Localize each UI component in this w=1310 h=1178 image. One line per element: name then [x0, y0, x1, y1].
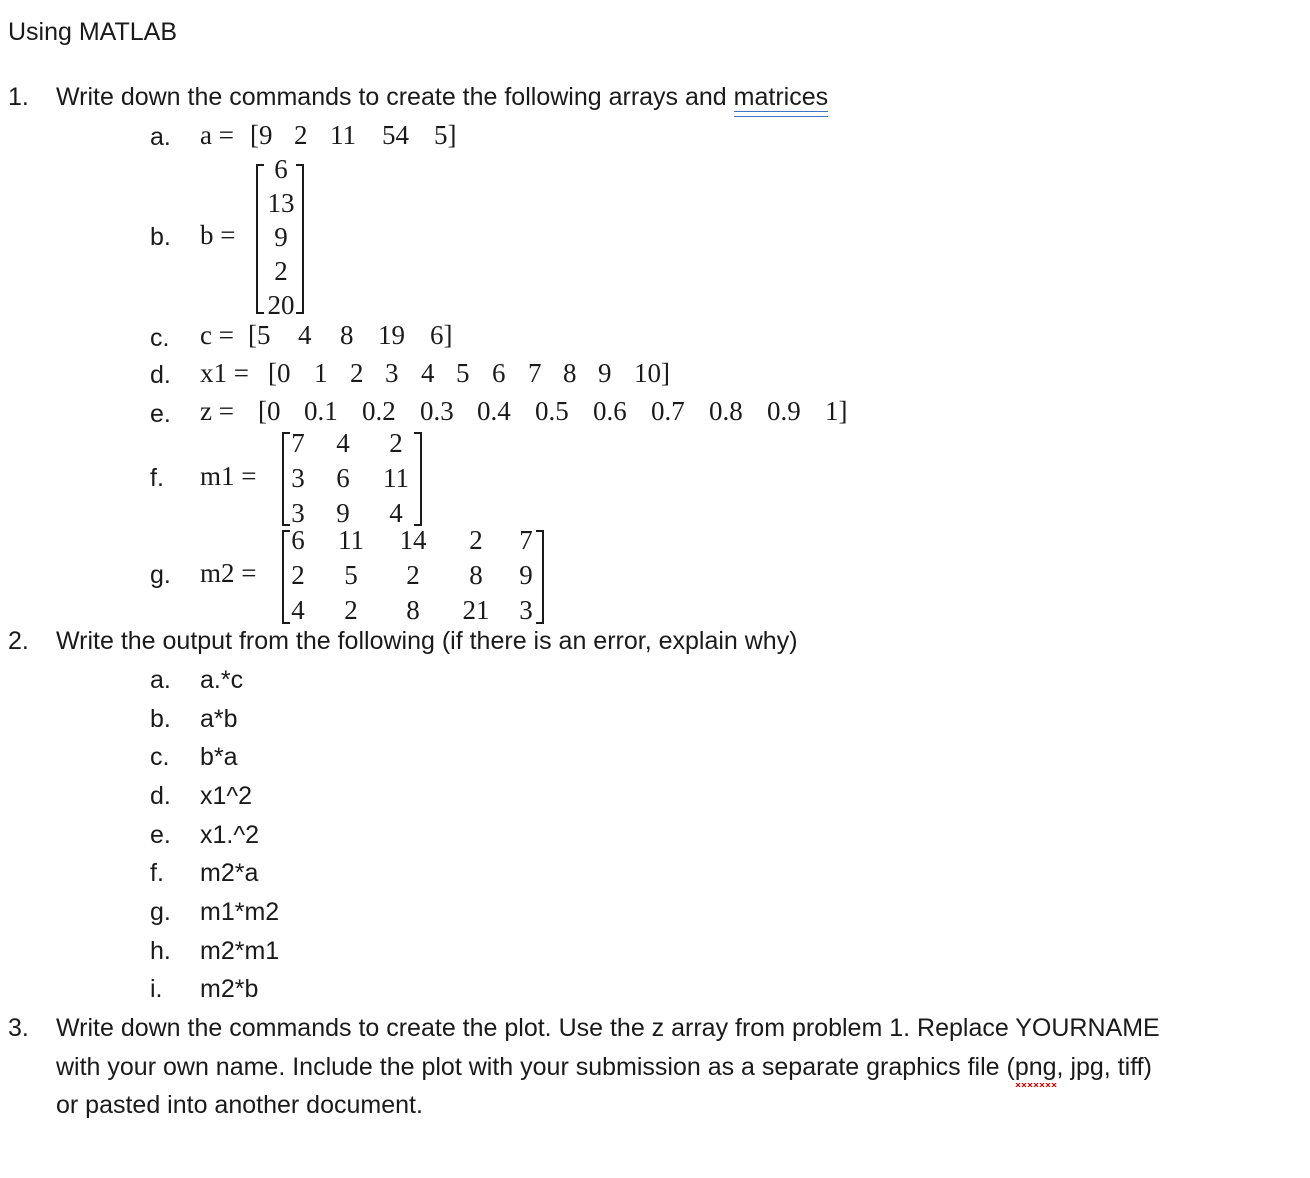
matrix-m2-cell: 4 [291, 595, 305, 625]
item-1d-v: 5 [456, 358, 470, 388]
item-1e-v: 0.1 [304, 396, 338, 426]
item-2h-letter: h. [150, 937, 171, 965]
item-1g-lhs: m2 = [200, 558, 257, 588]
item-1d-v: 10] [634, 358, 670, 388]
item-2b-expr: a*b [200, 705, 238, 733]
question-1-text-main: Write down the commands to create the following arrays and [56, 83, 734, 111]
matrix-m2-cell: 21 [462, 595, 490, 625]
item-1d-letter: d. [150, 361, 171, 389]
question-3-line-2 [56, 1055, 1152, 1080]
question-3-line-1: Write down the commands to create the plot. Use the z array from problem 1. Replace YOURNAME [56, 1014, 1160, 1042]
item-1e-v: 0.3 [420, 396, 454, 426]
item-1a-v1: 2 [294, 120, 308, 150]
item-1c-v2: 8 [340, 320, 354, 350]
matrix-m2-cell: 6 [291, 525, 305, 555]
item-1d-v: 3 [385, 358, 399, 388]
item-1e-v: 0.6 [593, 396, 627, 426]
matrix-m1-cell: 4 [336, 428, 350, 458]
item-1a-v3: 54 [382, 120, 409, 150]
item-2a-expr: a.*c [200, 666, 244, 694]
matrix-m2-cell: 8 [469, 560, 483, 590]
matrix-m1-cell: 6 [336, 463, 350, 493]
item-1d-v: 6 [492, 358, 506, 388]
matrix-m1-cell: 3 [291, 498, 305, 528]
matrix-m2-cell: 2 [406, 560, 420, 590]
vector-b-cell: 2 [274, 256, 288, 286]
item-1c-v4: 6] [430, 320, 453, 350]
matrix-m1-cell: 2 [389, 428, 403, 458]
question-2-number: 2. [8, 627, 29, 655]
matrix-m2-cell: 2 [344, 595, 358, 625]
item-1a-v4: 5] [434, 120, 457, 150]
item-1g-letter: g. [150, 561, 171, 589]
item-1e-v: [0 [258, 396, 281, 426]
item-1c-lhs: c = [200, 320, 234, 350]
item-1f-letter: f. [150, 464, 164, 492]
item-1a-v0: [9 [250, 120, 273, 150]
item-2e-expr: x1.^2 [200, 821, 259, 849]
matrix-m1-cell: 4 [389, 498, 403, 528]
item-1d-v: 9 [598, 358, 612, 388]
matrix-m1-cell: 9 [336, 498, 350, 528]
item-1e-v: 0.7 [651, 396, 685, 426]
item-2f-letter: f. [150, 859, 164, 887]
item-1c-v1: 4 [298, 320, 312, 350]
item-2f-expr: m2*a [200, 859, 259, 887]
item-2d-expr: x1^2 [200, 782, 253, 810]
question-3-line-2-start: with your own name. Include the plot with your submission as a separate graphics file ( [56, 1053, 1015, 1081]
item-1d-v: 7 [528, 358, 542, 388]
question-3-line-2-end: , jpg, tiff) [1056, 1053, 1152, 1081]
question-3-line-3: or pasted into another document. [56, 1091, 423, 1119]
matrix-m1-cell: 7 [291, 428, 305, 458]
item-1e-v: 0.4 [477, 396, 511, 426]
question-1-number: 1. [8, 83, 29, 111]
item-2i-letter: i. [150, 975, 163, 1003]
item-1c-v0: [5 [248, 320, 271, 350]
item-1d-lhs: x1 = [200, 358, 249, 388]
matrix-m2-cell: 5 [344, 560, 358, 590]
vector-b-cell: 20 [267, 290, 295, 320]
vector-b-cell: 9 [274, 222, 288, 252]
matrix-m2-cell: 3 [519, 595, 533, 625]
item-1d-v: 1 [314, 358, 328, 388]
item-1a-letter: a. [150, 123, 171, 151]
item-1e-v: 0.2 [362, 396, 396, 426]
item-1d-v: 2 [350, 358, 364, 388]
item-2i-expr: m2*b [200, 975, 259, 1003]
item-1f-lhs: m1 = [200, 461, 257, 491]
matrix-m2-cell: 11 [338, 525, 364, 555]
item-2d-letter: d. [150, 782, 171, 810]
item-1b-letter: b. [150, 223, 171, 251]
item-1e-v: 0.8 [709, 396, 743, 426]
matrix-m2-cell: 9 [519, 560, 533, 590]
matrix-m1-cell: 3 [291, 463, 305, 493]
matrix-m2-cell: 8 [406, 595, 420, 625]
item-2e-letter: e. [150, 821, 171, 849]
item-2g-expr: m1*m2 [200, 898, 280, 926]
matrix-m2-cell: 7 [519, 525, 533, 555]
vector-b-cell: 6 [274, 154, 288, 184]
item-1e-lhs: z = [200, 396, 234, 426]
item-2c-expr: b*a [200, 743, 238, 771]
item-1a-v2: 11 [330, 120, 356, 150]
item-1d-v: [0 [268, 358, 291, 388]
question-1-underlined-word: matrices [733, 83, 829, 111]
question-3-number: 3. [8, 1014, 29, 1042]
spellcheck-word: png [1014, 1053, 1057, 1081]
item-2c-letter: c. [150, 743, 170, 771]
item-1c-v3: 19 [378, 320, 405, 350]
matrix-m2-cell: 14 [399, 525, 427, 555]
vector-b-cell: 13 [267, 188, 295, 218]
item-1e-v: 1] [825, 396, 848, 426]
matrix-m1-cell: 11 [383, 463, 409, 493]
matrix-m2-cell: 2 [469, 525, 483, 555]
item-1b-lhs: b = [200, 220, 236, 250]
item-1d-v: 4 [421, 358, 435, 388]
item-1e-v: 0.5 [535, 396, 569, 426]
question-1-text [56, 85, 828, 110]
item-1d-v: 8 [563, 358, 577, 388]
matrix-m2-cell: 2 [291, 560, 305, 590]
item-1e-v: 0.9 [767, 396, 801, 426]
item-1a-lhs: a = [200, 120, 234, 150]
page-title: Using MATLAB [8, 18, 178, 46]
item-1e-letter: e. [150, 400, 171, 428]
item-2b-letter: b. [150, 705, 171, 733]
item-2h-expr: m2*m1 [200, 937, 280, 965]
item-2g-letter: g. [150, 898, 171, 926]
question-2-text: Write the output from the following (if there is an error, explain why) [56, 627, 798, 655]
item-2a-letter: a. [150, 666, 171, 694]
item-1c-letter: c. [150, 324, 170, 352]
